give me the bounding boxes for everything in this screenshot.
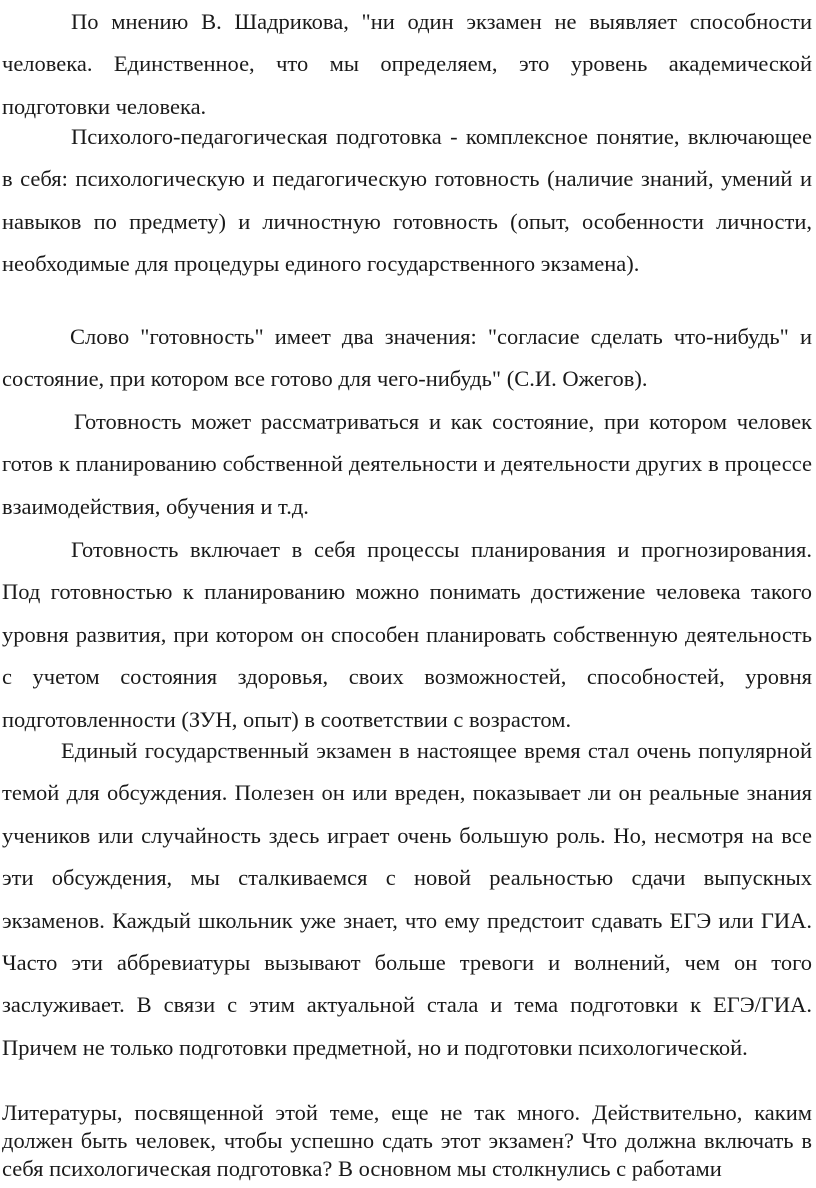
paragraph-readiness-meanings: Слово "готовность" имеет два значения: "согласие сделать что-нибудь" и состояние, при котором все готово для чего-нибудь" (С.И. Ожегов). (2, 324, 812, 392)
paragraph-readiness-planning: Готовность включает в себя процессы планирования и прогнозирования. Под готовностью к планированию можно понимать достижение человека такого уровня развития, при котором он способен планировать собственную деятельность с учетом состояния здоровья, своих возможностей, способностей, уровня подготовленности (ЗУН, опыт) в соответствии с возрастом. (2, 537, 812, 732)
paragraph-readiness-as-state: Готовность может рассматриваться и как состояние, при котором человек готов к планированию собственной деятельности и деятельности других в процессе взаимодействия, обучения и т.д. (2, 409, 812, 519)
paragraph-unified-state-exam: Единый государственный экзамен в настоящее время стал очень популярной темой для обсуждения. Полезен он или вреден, показывает ли он реальные знания учеников или случайность здесь играет очень большую роль. Но, несмотря на все эти обсуждения, мы сталкиваемся с новой реальностью сдачи выпускных экзаменов. Каждый школьник уже знает, что ему предстоит сдавать ЕГЭ или ГИА. Часто эти аббревиатуры вызывают больше тревоги и волнений, чем он того заслуживает. В связи с этим актуальной стала и тема подготовки к ЕГЭ/ГИА. Причем не только подготовки предметной, но и подготовки психологической. (2, 738, 812, 1060)
paragraph-psych-pedagogical-preparation: Психолого-педагогическая подготовка - комплексное понятие, включающее в себя: психологическую и педагогическую готовность (наличие знаний, умений и навыков по предмету) и личностную готовность (опыт, особенности личности, необходимые для процедуры единого государственного экзамена). (2, 124, 812, 277)
paragraph-shadrikov-quote: По мнению В. Шадрикова, "ни один экзамен не выявляет способности человека. Единственное, что мы определяем, это уровень академической подготовки человека. (2, 9, 812, 119)
paragraph-literature: Литературы, посвященной этой теме, еще не так много. Действительно, каким должен быть человек, чтобы успешно сдать этот экзамен? Что должна включать в себя психологическая подготовка? В основном мы столкнулись с работами (2, 1100, 812, 1181)
